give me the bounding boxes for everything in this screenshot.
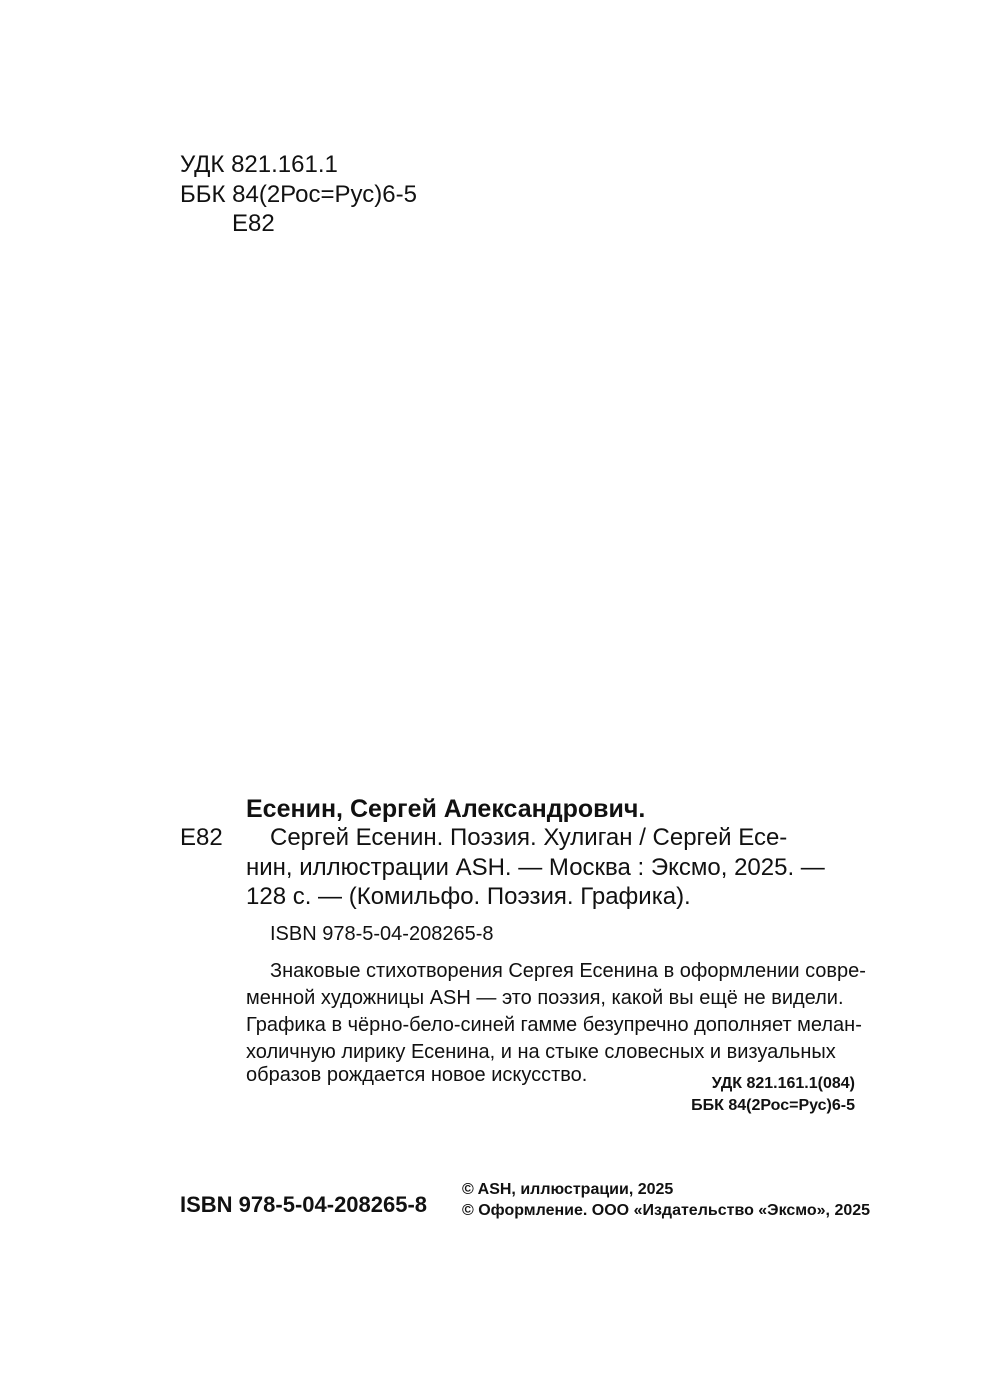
description-line: 128 с. — (Комильфо. Поэзия. Графика). [246, 883, 691, 910]
description-line: Сергей Есенин. Поэзия. Хулиган / Сергей Есе- [270, 824, 788, 851]
annotation-line: менной художницы ASH — это поэзия, какой вы ещё не видели. [246, 987, 844, 1009]
bbk-code: ББК 84(2Рос=Рус)6-5 [180, 181, 417, 208]
record-author-sign: Е82 [180, 824, 223, 851]
footer-isbn: ISBN 978-5-04-208265-8 [180, 1192, 428, 1217]
author-heading: Есенин, Сергей Александрович. [246, 795, 646, 823]
record-udk: УДК 821.161.1(084) [711, 1075, 855, 1092]
record-bbk: ББК 84(2Рос=Рус)6-5 [691, 1097, 855, 1114]
annotation-line: Графика в чёрно-бело-синей гамме безупречно дополняет мелан- [246, 1014, 862, 1036]
copyright-line: © Оформление. ООО «Издательство «Эксмо», 2025 [462, 1202, 871, 1219]
author-sign: Е82 [232, 210, 275, 237]
udk-code: УДК 821.161.1 [180, 151, 338, 178]
annotation-line: образов рождается новое искусство. [246, 1064, 588, 1086]
record-isbn: ISBN 978-5-04-208265-8 [270, 923, 494, 945]
description-line: нин, иллюстрации ASH. — Москва : Эксмо, 2025. — [246, 854, 825, 881]
annotation-line: холичную лирику Есенина, и на стыке словесных и визуальных [246, 1041, 836, 1063]
annotation-line: Знаковые стихотворения Сергея Есенина в оформлении совре- [270, 960, 866, 982]
copyright-line: © ASH, иллюстрации, 2025 [462, 1181, 674, 1198]
